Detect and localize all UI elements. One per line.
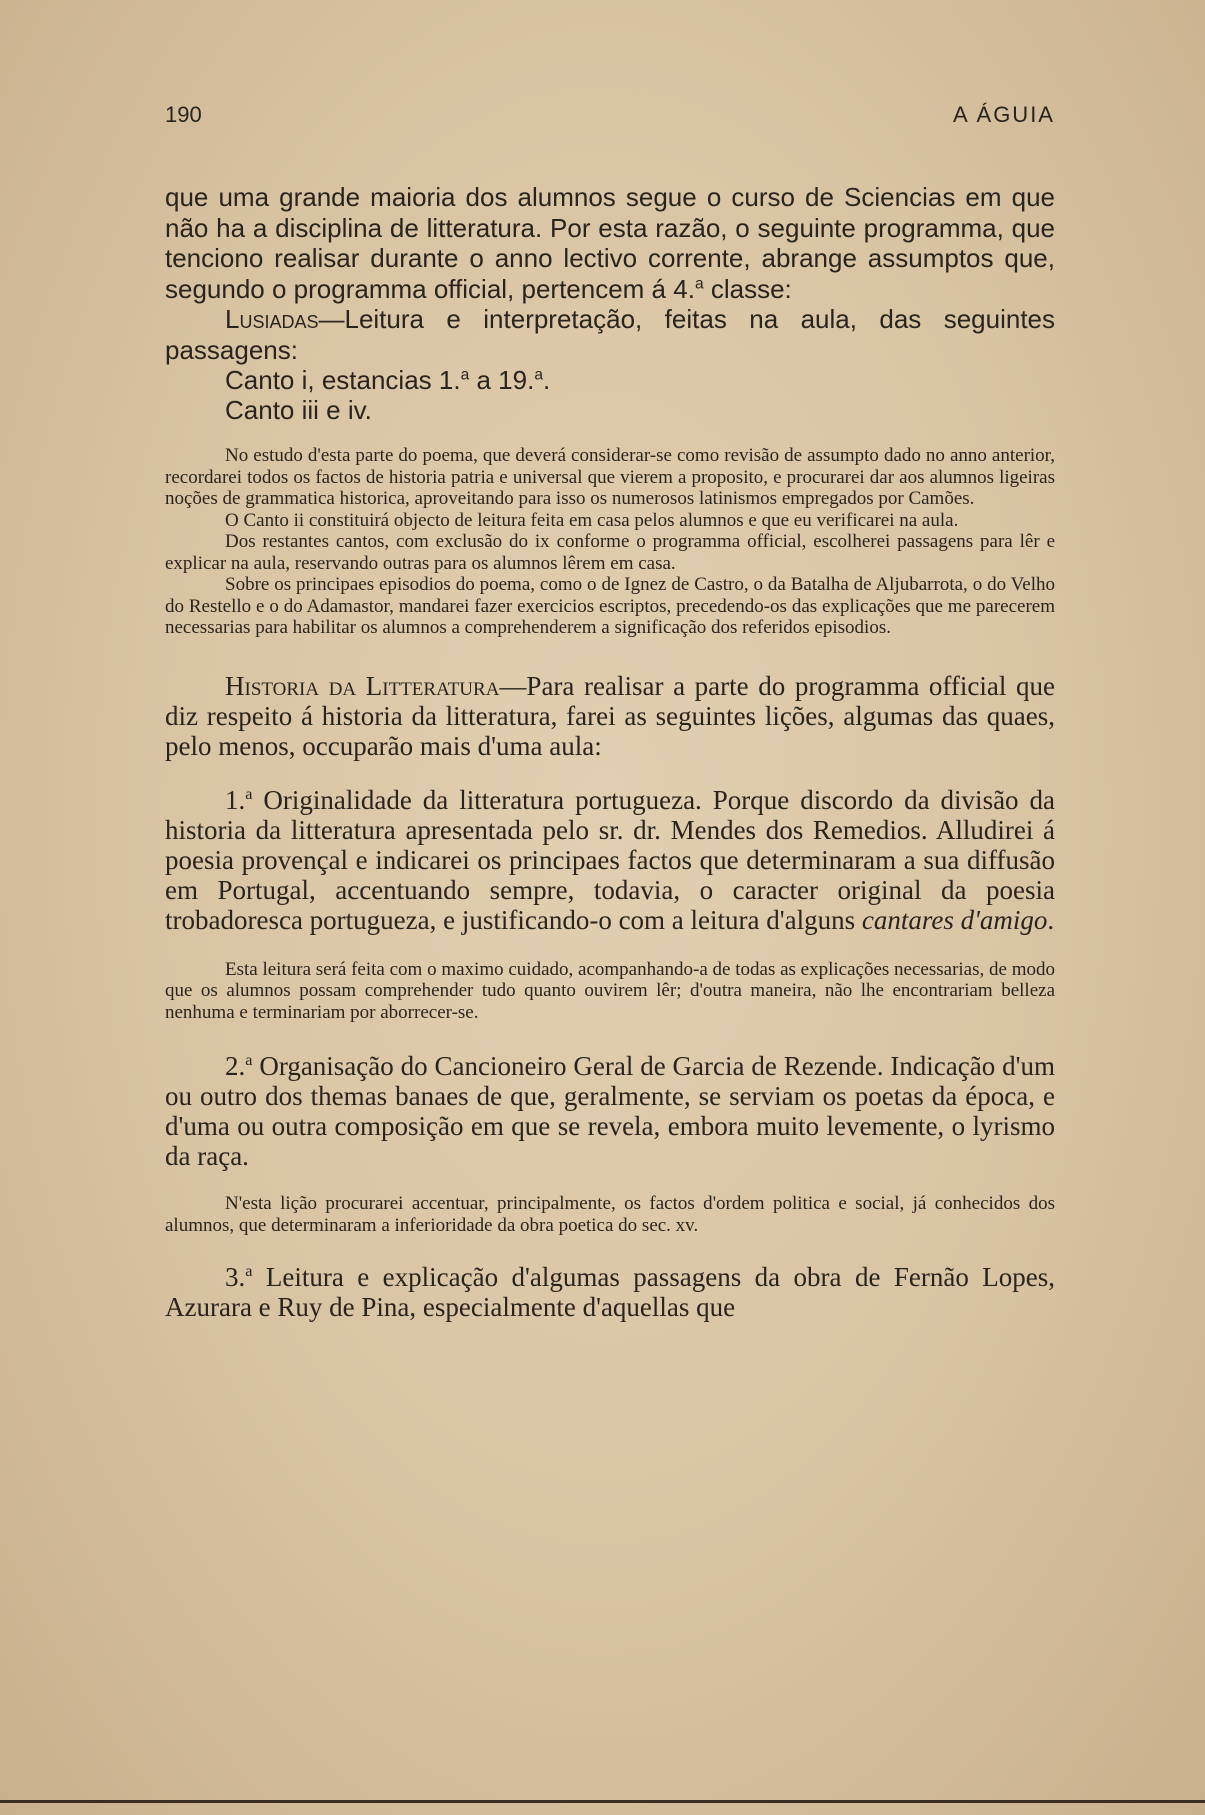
lesson-2-note: N'esta lição procurarei accentuar, principalmente, os factos d'ordem politica e social, já conhecidos dos alumnos, que determinaram a inferioridade da obra poetica do sec. xv.: [165, 1193, 1055, 1236]
lesson-1-italic: cantares d'amigo: [861, 904, 1048, 935]
lesson-3: [165, 1262, 1055, 1322]
lesson-1: [165, 785, 1055, 935]
canto-line-2: Canto iii e iv.: [225, 395, 372, 425]
class-ordinal: a: [694, 274, 704, 292]
intro-text: que uma grande maioria dos alumnos segue o curso de Sciencias em que não ha a disciplina de litteratura. Por esta razão, o seguinte programma, que tenciono realisar durante o anno lectivo corrente, abrange assumptos que, segundo o programma official, pertencem á: [165, 182, 1055, 304]
intro-paragraph: [165, 182, 1055, 304]
lusiadas-paragraph: [165, 304, 1055, 365]
lesson-1-text: Originalidade da litteratura portugueza. Porque discordo da divisão da historia da litteratura apresentada pelo sr. dr. Mendes dos Remedios. Alludirei á poesia provençal e indicarei os principaes factos que determinaram a sua diffusão em Portugal, accentuando sempre, todavia, o caracter original da poesia trobadoresca portugueza, e justificando-o com a leitura d'alguns: [165, 784, 1055, 935]
small-paragraph-3: Dos restantes cantos, com exclusão do ix conforme o programma official, escolherei passagens para lêr e explicar na aula, reservando outras para os alumnos lêrem em casa.: [165, 531, 1055, 574]
canto-1-text: Canto i, estancias 1.: [225, 365, 461, 395]
lusiadas-text: —Leitura e interpretação, feitas na aula, das seguintes passagens:: [165, 304, 1055, 365]
page-header: [165, 102, 1055, 132]
class-number: 4.: [673, 273, 695, 304]
page-body: [165, 182, 1055, 1322]
canto-1-sup-2: a: [534, 366, 544, 384]
lesson-2-text: Organisação do Cancioneiro Geral de Garcia de Rezende. Indicação d'um ou outro dos themas banaes de que, geralmente, se serviam os poetas da época, e d'uma ou outra composição em que se revela, embora muito levemente, o lyrismo da raça.: [165, 1051, 1055, 1171]
historia-paragraph: [165, 671, 1055, 761]
historia-text: —Para realisar a parte do programma official que diz respeito á historia da litteratura, farei as seguintes lições, algumas das quaes, pelo menos, occuparão mais d'uma aula:: [165, 670, 1055, 761]
journal-title: A ÁGUIA: [952, 102, 1055, 127]
lesson-3-number: 3.: [225, 1262, 246, 1292]
lesson-2-ordinal: a: [245, 1051, 253, 1069]
lesson-1-note: Esta leitura será feita com o maximo cuidado, acompanhando-a de todas as explicações necessarias, de modo que os alumnos possam comprehender tudo quanto ouvirem lêr; d'outra maneira, não lhe encontrariam belleza nenhuma e terminariam por aborrecer-se.: [165, 958, 1055, 1023]
lesson-1-number: 1.: [225, 784, 246, 815]
canto-1-sup-1: a: [460, 366, 470, 384]
page-number: 190: [165, 102, 202, 127]
lesson-1-ordinal: a: [245, 784, 253, 803]
lesson-3-ordinal: a: [245, 1262, 253, 1280]
small-paragraph-1: No estudo d'esta parte do poema, que deverá considerar-se como revisão de assumpto dado no anno anterior, recordarei todos os factos de historia patria e universal que vierem a proposito, e procurarei dar aos alumnos ligeiras noções de grammatica historica, aproveitando para isso os numerosos latinismos empregados por Camões.: [165, 445, 1055, 509]
lesson-1-end: .: [1047, 904, 1055, 935]
class-label: classe:: [703, 273, 792, 304]
lesson-2-number: 2.: [225, 1051, 246, 1081]
lesson-3-text: Leitura e explicação d'algumas passagens da obra de Fernão Lopes, Azurara e Ruy de Pina, especialmente d'aquellas que: [165, 1262, 1055, 1322]
canto-1-text-c: .: [543, 365, 551, 395]
canto-line-1: [165, 365, 1055, 395]
small-paragraph-2: O Canto ii constituirá objecto de leitura feita em casa pelos alumnos e que eu verificarei na aula.: [225, 509, 959, 531]
small-paragraph-4: Sobre os principaes episodios do poema, como o de Ignez de Castro, o da Batalha de Aljubarrota, o do Velho do Restello e o do Adamastor, mandarei fazer exercicios escriptos, precedendo-os das explicações que me parecerem necessarias para habilitar os alumnos a comprehenderem a significação dos referidos episodios.: [165, 574, 1055, 638]
historia-heading: Historia da Litteratura: [225, 670, 500, 701]
canto-1-text-b: a 19.: [469, 365, 535, 395]
bottom-rule: [0, 1800, 1205, 1803]
lusiadas-heading: Lusiadas: [225, 304, 319, 334]
lesson-2: [165, 1051, 1055, 1171]
